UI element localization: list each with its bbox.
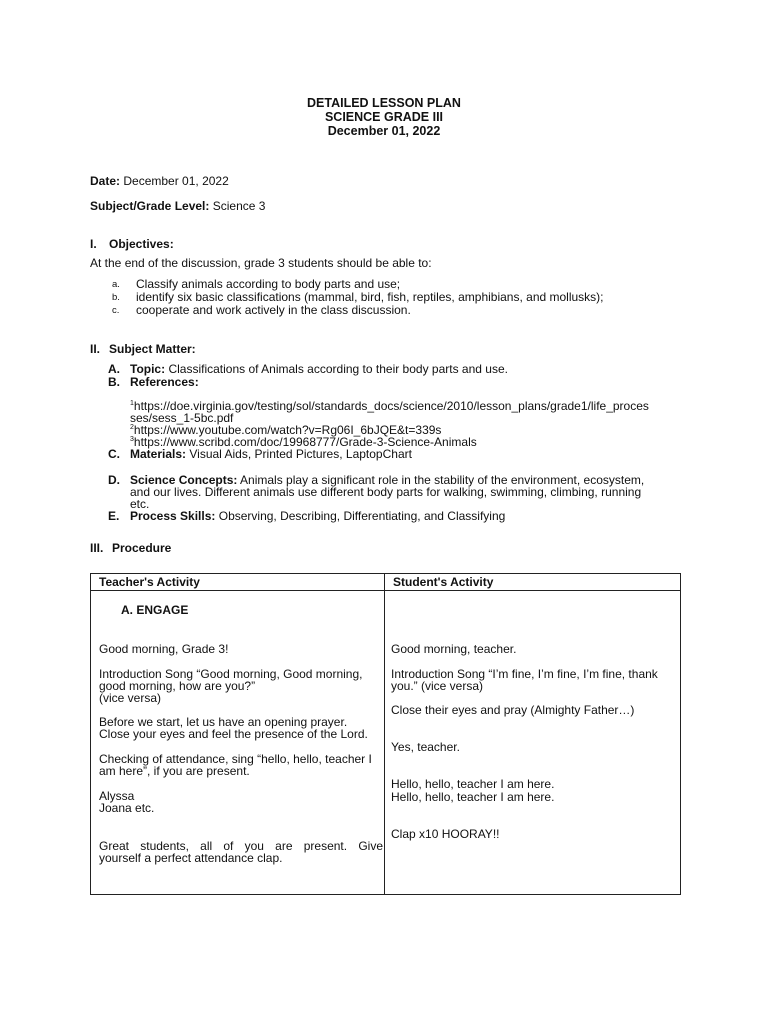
student-greeting: Good morning, teacher. — [391, 642, 517, 656]
table-header-row — [91, 574, 681, 591]
teacher-activity-cell — [91, 591, 385, 895]
subject-matter-heading: Subject Matter: — [109, 342, 196, 356]
reference-url: https://www.scribd.com/doc/19968777/Grade-3-Science-Animals — [133, 435, 477, 449]
materials-letter: C. — [108, 447, 120, 461]
skills-letter: E. — [108, 509, 120, 523]
date-line — [90, 174, 229, 188]
student-hello-1: Hello, hello, teacher I am here. — [391, 777, 555, 791]
reference-url: https://doe.virginia.gov/testing/sol/standards_docs/science/2010/lesson_plans/grade1/life_proces — [133, 399, 649, 413]
reference-url: https://www.youtube.com/watch?v=Rg06I_6bJQE&t=339s — [133, 423, 442, 437]
references-letter: B. — [108, 375, 120, 389]
reference-link-1-continued[interactable]: ses/sess_1-5bc.pdf — [130, 411, 234, 425]
skills-line — [130, 509, 505, 523]
footnote-marker: 2 — [130, 424, 134, 431]
objectives-numeral: I. — [90, 237, 97, 251]
procedure-heading: Procedure — [112, 541, 172, 555]
subject-line — [90, 199, 265, 213]
teacher-activity-header: Teacher's Activity — [91, 574, 385, 591]
objective-item: cooperate and work actively in the class discussion. — [136, 303, 411, 317]
footnote-marker: 3 — [130, 436, 134, 443]
objectives-intro: At the end of the discussion, grade 3 students should be able to: — [90, 256, 432, 270]
concepts-line-2: and our lives. Different animals use different body parts for walking, swimming, climbing, running — [130, 485, 642, 499]
student-song-line-2: you.” (vice versa) — [391, 679, 484, 693]
teacher-clap-line-2: yourself a perfect attendance clap. — [99, 851, 283, 865]
teacher-prayer-line-1: Before we start, let us have an opening prayer. — [99, 715, 348, 729]
teacher-song-line-2: good morning, how are you?” — [99, 679, 256, 693]
student-prayer: Close their eyes and pray (Almighty Father…) — [391, 703, 635, 717]
doc-date-heading: December 01, 2022 — [327, 124, 441, 138]
topic-letter: A. — [108, 362, 120, 376]
objective-item: identify six basic classifications (mammal, bird, fish, reptiles, amphibians, and mollusks); — [136, 290, 604, 304]
objective-mark-a: a. — [112, 279, 120, 290]
procedure-numeral: III. — [90, 541, 104, 555]
doc-title: DETAILED LESSON PLAN — [307, 96, 461, 110]
procedure-table — [90, 573, 681, 895]
date-label: Date: — [90, 174, 121, 188]
topic-line — [130, 362, 508, 376]
engage-heading: A. ENGAGE — [121, 603, 189, 617]
footnote-marker: 1 — [130, 400, 134, 407]
student-name-2: Joana etc. — [99, 801, 155, 815]
student-hello-2: Hello, hello, teacher I am here. — [391, 790, 555, 804]
topic-value: Classifications of Animals according to their body parts and use. — [168, 362, 508, 376]
teacher-attendance-line-1: Checking of attendance, sing “hello, hello, teacher I — [99, 752, 372, 766]
student-activity-cell — [385, 591, 681, 895]
teacher-song-line-1: Introduction Song “Good morning, Good morning, — [99, 667, 363, 681]
student-activity-header: Student's Activity — [385, 574, 681, 591]
objective-item: Classify animals according to body parts and use; — [136, 277, 401, 291]
teacher-clap-line-1: Great students, all of you are present. Give — [99, 839, 383, 853]
objectives-heading: Objectives: — [109, 237, 174, 251]
references-label: References: — [130, 375, 199, 389]
teacher-prayer-line-2: Close your eyes and feel the presence of the Lord. — [99, 727, 368, 741]
teacher-attendance-line-2: am here”, if you are present. — [99, 764, 250, 778]
teacher-greeting: Good morning, Grade 3! — [99, 642, 229, 656]
skills-value: Observing, Describing, Differentiating, and Classifying — [218, 509, 506, 523]
topic-label: Topic: — [130, 362, 166, 376]
student-clap: Clap x10 HOORAY!! — [391, 827, 500, 841]
subject-value: Science 3 — [212, 199, 266, 213]
concepts-line-3: etc. — [130, 497, 150, 511]
concepts-label: Science Concepts: — [130, 473, 238, 487]
materials-label: Materials: — [130, 447, 187, 461]
teacher-song-line-3: (vice versa) — [99, 691, 162, 705]
objective-mark-c: c. — [112, 305, 120, 316]
concepts-letter: D. — [108, 473, 120, 487]
subject-label: Subject/Grade Level: — [90, 199, 210, 213]
skills-label: Process Skills: — [130, 509, 216, 523]
objective-mark-b: b. — [112, 292, 120, 303]
subject-matter-numeral: II. — [90, 342, 101, 356]
student-yes: Yes, teacher. — [391, 740, 460, 754]
materials-value: Visual Aids, Printed Pictures, LaptopChart — [189, 447, 412, 461]
date-value: December 01, 2022 — [123, 174, 229, 188]
table-row — [91, 591, 681, 895]
student-name-1: Alyssa — [99, 789, 135, 803]
concepts-text: Animals play a significant role in the stability of the environment, ecosystem, — [240, 473, 645, 487]
student-song-line-1: Introduction Song “I’m fine, I’m fine, I’m fine, thank — [391, 667, 658, 681]
materials-line — [130, 447, 412, 461]
doc-subtitle: SCIENCE GRADE III — [324, 110, 444, 124]
